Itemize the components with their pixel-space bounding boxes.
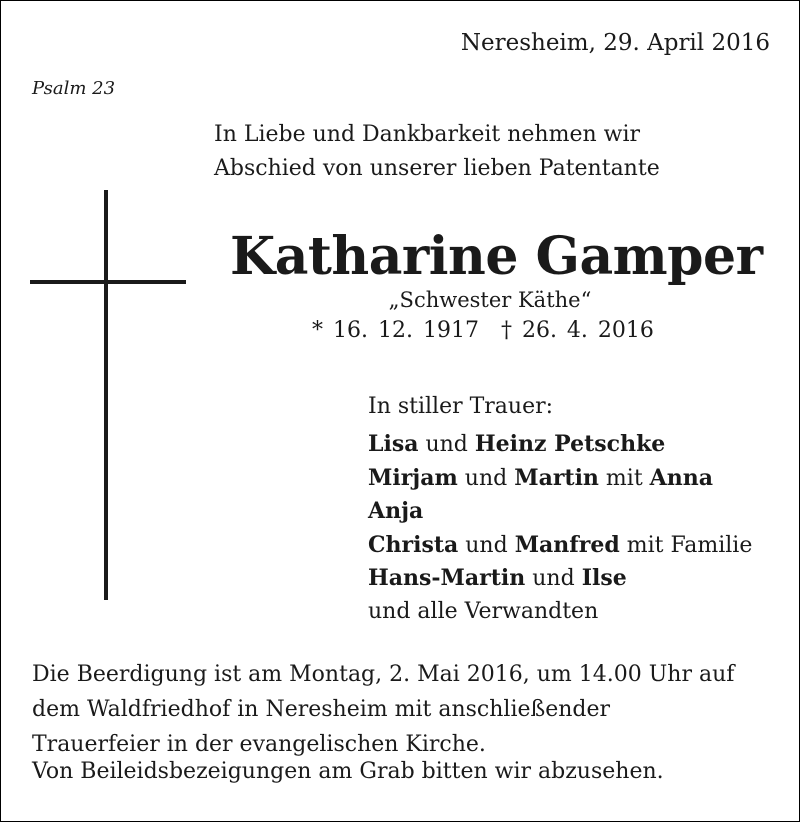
mourner-line: Hans-Martin und Ilse — [368, 565, 627, 592]
deceased-nickname: „Schwester Käthe“ — [388, 288, 592, 312]
intro-line: Abschied von unserer lieben Patentante — [214, 156, 660, 181]
mourners-list — [368, 428, 752, 629]
funeral-line: Die Beerdigung ist am Montag, 2. Mai 2016, um 14.00 Uhr auf — [32, 662, 735, 687]
funeral-info — [32, 657, 734, 762]
mourners-closing: und alle Verwandten — [368, 598, 599, 624]
intro-text — [214, 118, 660, 186]
deceased-name: Katharine Gamper — [230, 226, 763, 287]
place-date: Neresheim, 29. April 2016 — [460, 30, 770, 56]
mourner-line: Anja — [368, 498, 424, 525]
intro-line: In Liebe und Dankbarkeit nehmen wir — [214, 122, 641, 147]
cross-icon-horizontal — [30, 280, 186, 284]
mourner-line: Christa und Manfred mit Familie — [368, 531, 753, 558]
cross-icon-vertical — [104, 190, 108, 600]
mourner-line: Lisa und Heinz Petschke — [368, 431, 666, 457]
mourners-heading: In stiller Trauer: — [368, 394, 554, 419]
condolence-note: Von Beileidsbezeigungen am Grab bitten wir abzusehen. — [32, 759, 664, 784]
psalm-reference: Psalm 23 — [32, 78, 116, 99]
death-date: † 26. 4. 2016 — [500, 318, 654, 343]
mourner-line: Mirjam und Martin mit Anna — [368, 464, 713, 491]
funeral-line: Trauerfeier in der evangelischen Kirche. — [32, 732, 486, 757]
funeral-line: dem Waldfriedhof in Neresheim mit anschließender — [32, 697, 611, 722]
life-dates — [312, 318, 654, 343]
birth-date: * 16. 12. 1917 — [312, 318, 479, 343]
